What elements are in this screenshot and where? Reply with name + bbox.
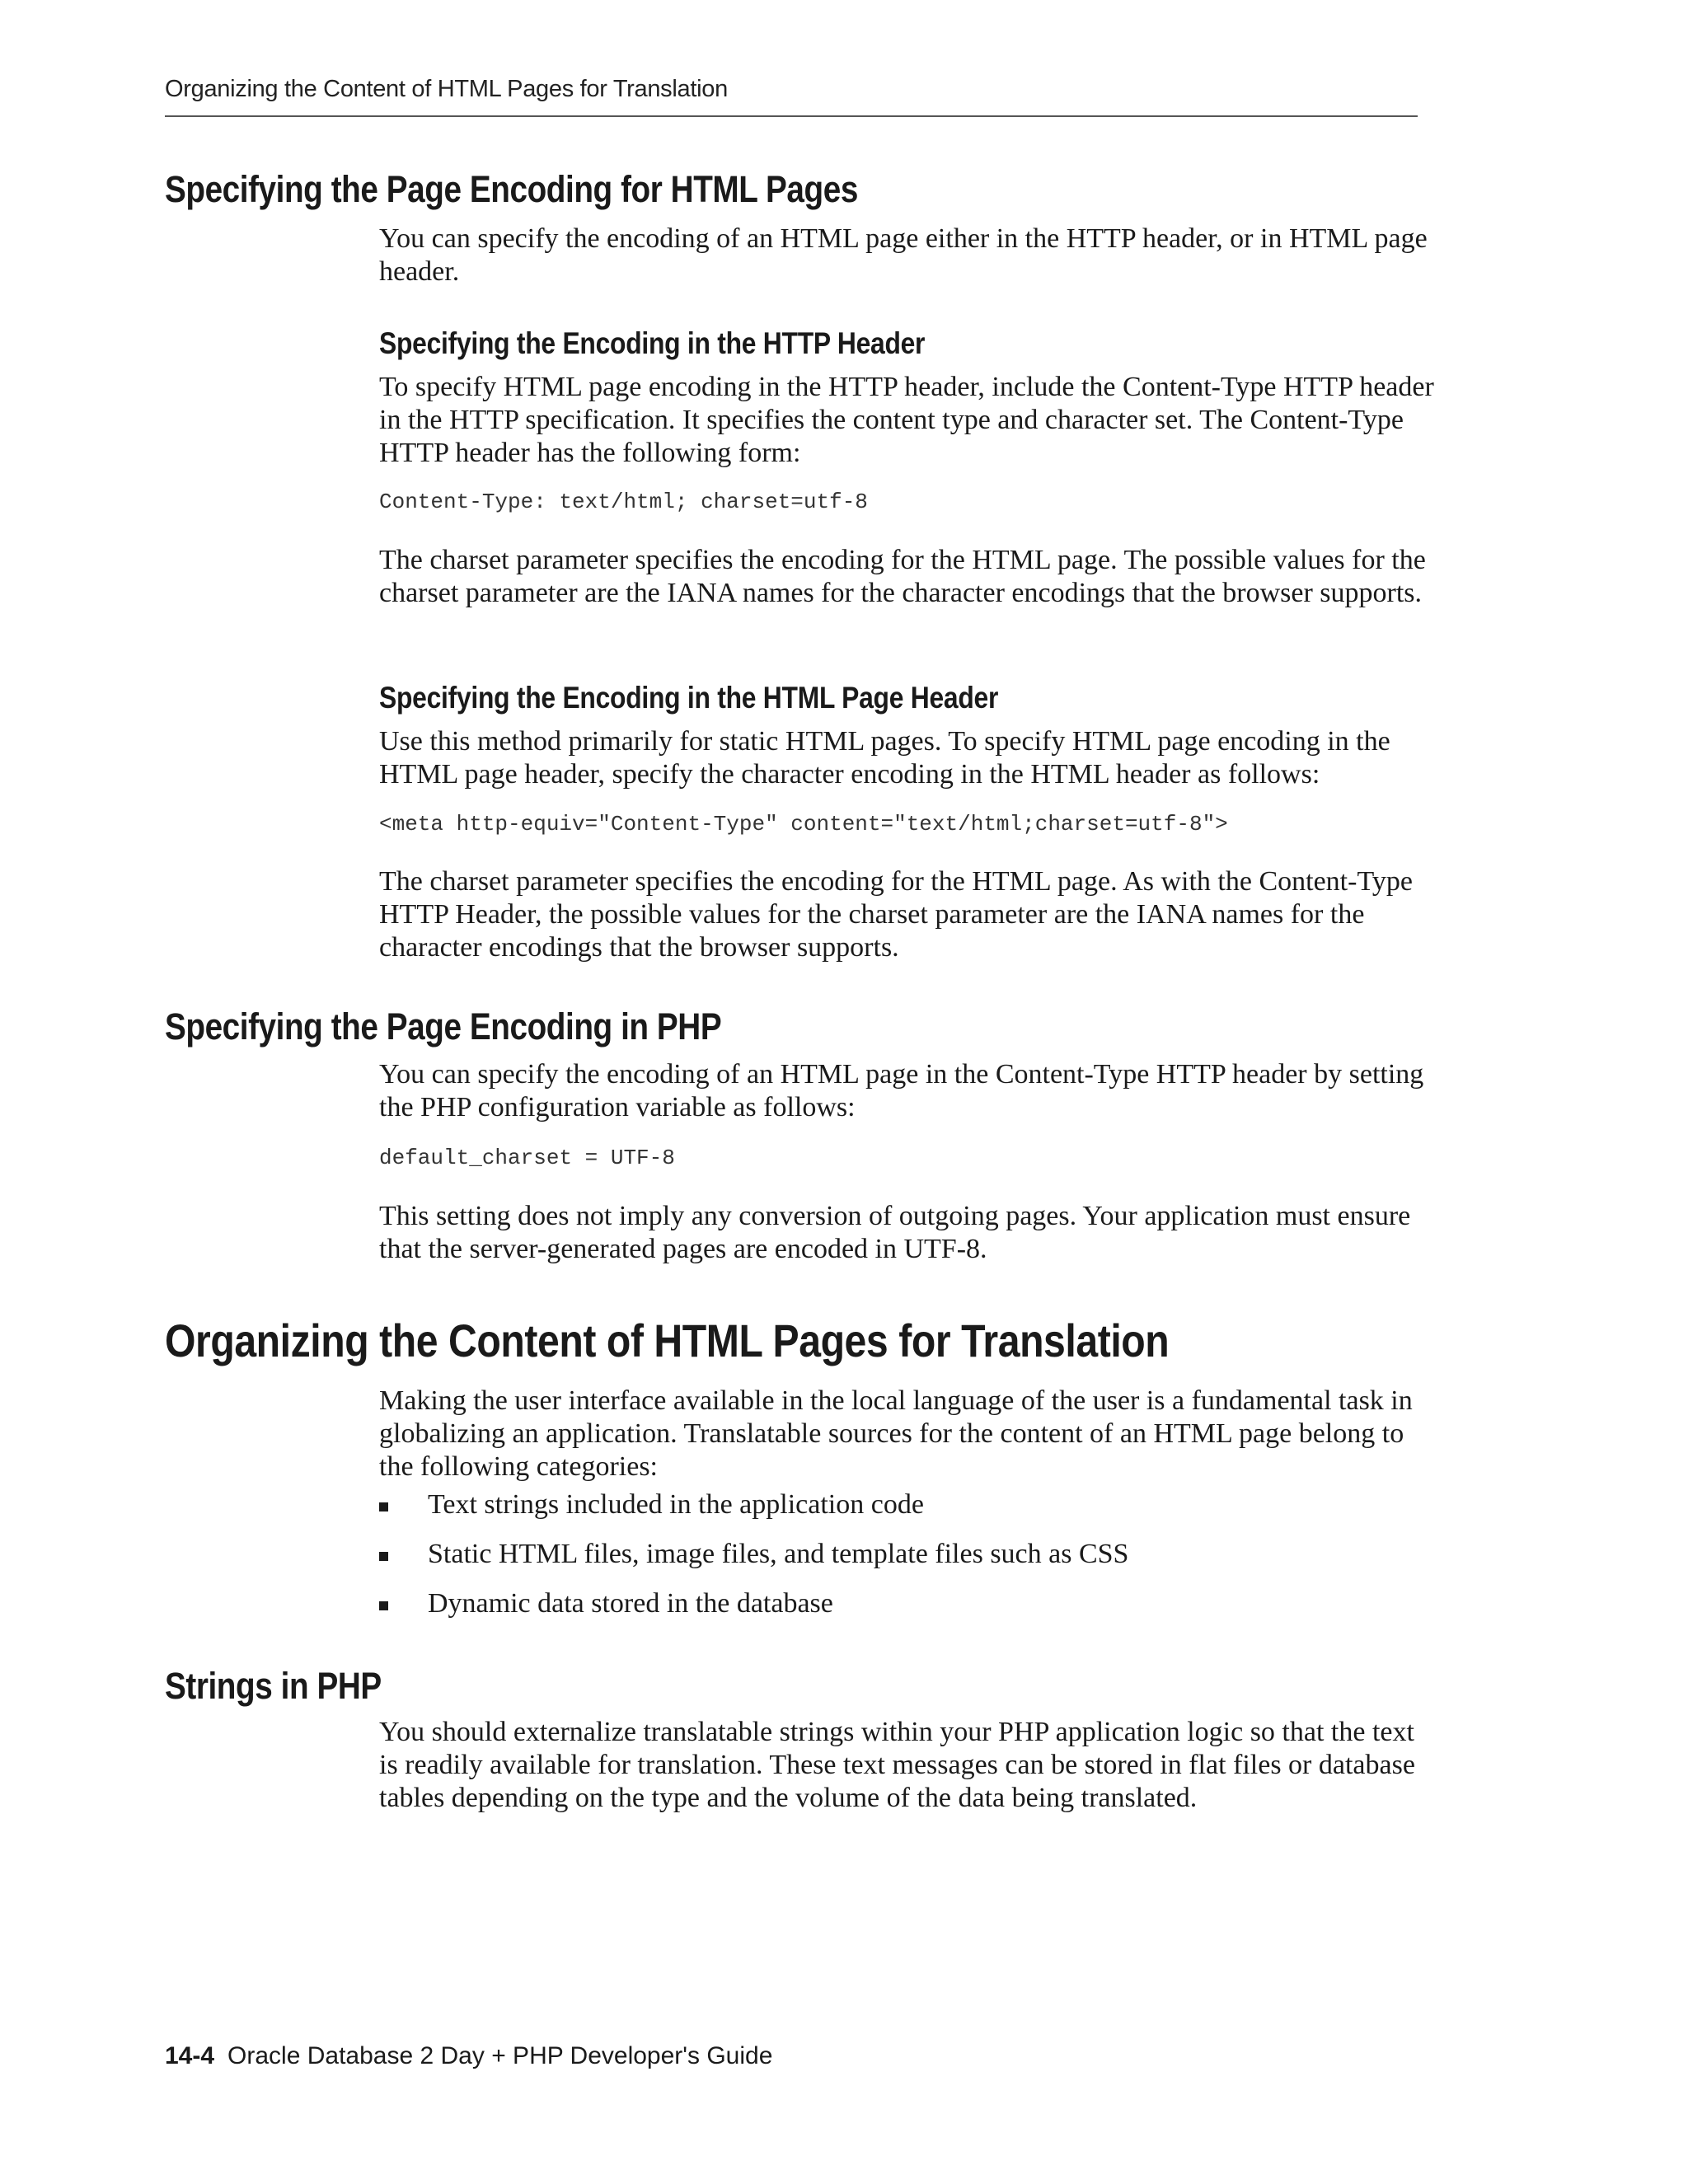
php-encoding-para-2: This setting does not imply any conversion of outgoing pages. Your application must ensure that the server-generated pages are encoded in UTF-8. xyxy=(379,1201,1411,1264)
section-heading-php-encoding: Specifying the Page Encoding in PHP xyxy=(165,1005,722,1047)
php-encoding-code: default_charset = UTF-8 xyxy=(379,1146,675,1170)
square-bullet-icon xyxy=(379,1601,388,1610)
translatable-sources-list xyxy=(379,1488,1434,1637)
list-item-text: Dynamic data stored in the database xyxy=(428,1588,833,1619)
book-title: Oracle Database 2 Day + PHP Developer's Guide xyxy=(227,2042,773,2069)
list-item-text: Text strings included in the application code xyxy=(428,1489,924,1520)
square-bullet-icon xyxy=(379,1502,388,1511)
running-header: Organizing the Content of HTML Pages for Translation xyxy=(165,76,728,102)
list-item-text: Static HTML files, image files, and template files such as CSS xyxy=(428,1539,1129,1569)
section-heading-html-encoding: Specifying the Page Encoding for HTML Pages xyxy=(165,168,858,210)
list-item xyxy=(379,1587,1434,1637)
php-encoding-para-1: You can specify the encoding of an HTML page in the Content-Type HTTP header by setting the PHP configuration variable as follows: xyxy=(379,1059,1424,1122)
header-rule xyxy=(165,115,1418,117)
page-header-para-2: The charset parameter specifies the encoding for the HTML page. As with the Content-Type HTTP Header, the possible values for the charset parameter are the IANA names for the character encodings that the browser supports. xyxy=(379,866,1413,963)
subheading-http-header: Specifying the Encoding in the HTTP Header xyxy=(379,326,926,360)
list-item xyxy=(379,1488,1434,1538)
strings-php-para-1: You should externalize translatable strings within your PHP application logic so that the text is readily available for translation. These text messages can be stored in flat files or database tables depending on the type and the volume of the data being translated. xyxy=(379,1717,1415,1813)
http-header-code: Content-Type: text/html; charset=utf-8 xyxy=(379,490,868,514)
page-header-code: <meta http-equiv="Content-Type" content="text/html;charset=utf-8"> xyxy=(379,812,1228,837)
section-heading-strings-php: Strings in PHP xyxy=(165,1665,382,1707)
page-header-para-1: Use this method primarily for static HTML pages. To specify HTML page encoding in the HTML page header, specify the character encoding in the HTML header as follows: xyxy=(379,726,1390,790)
http-header-para-2: The charset parameter specifies the encoding for the HTML page. The possible values for the charset parameter are the IANA names for the character encodings that the browser supports. xyxy=(379,545,1426,608)
page-footer xyxy=(165,2042,772,2070)
organizing-para-1: Making the user interface available in the local language of the user is a fundamental task in globalizing an application. Translatable sources for the content of an HTML page belong to the following categories: xyxy=(379,1385,1413,1482)
square-bullet-icon xyxy=(379,1552,388,1561)
http-header-para-1: To specify HTML page encoding in the HTTP header, include the Content-Type HTTP header in the HTTP specification. It specifies the content type and character set. The Content-Type HTTP header has the following form: xyxy=(379,372,1434,468)
subheading-page-header: Specifying the Encoding in the HTML Page Header xyxy=(379,681,999,715)
list-item xyxy=(379,1538,1434,1587)
chapter-section-heading-organizing: Organizing the Content of HTML Pages for Translation xyxy=(165,1315,1170,1366)
html-encoding-intro: You can specify the encoding of an HTML page either in the HTTP header, or in HTML page header. xyxy=(379,223,1428,287)
page-number: 14-4 xyxy=(165,2042,215,2069)
